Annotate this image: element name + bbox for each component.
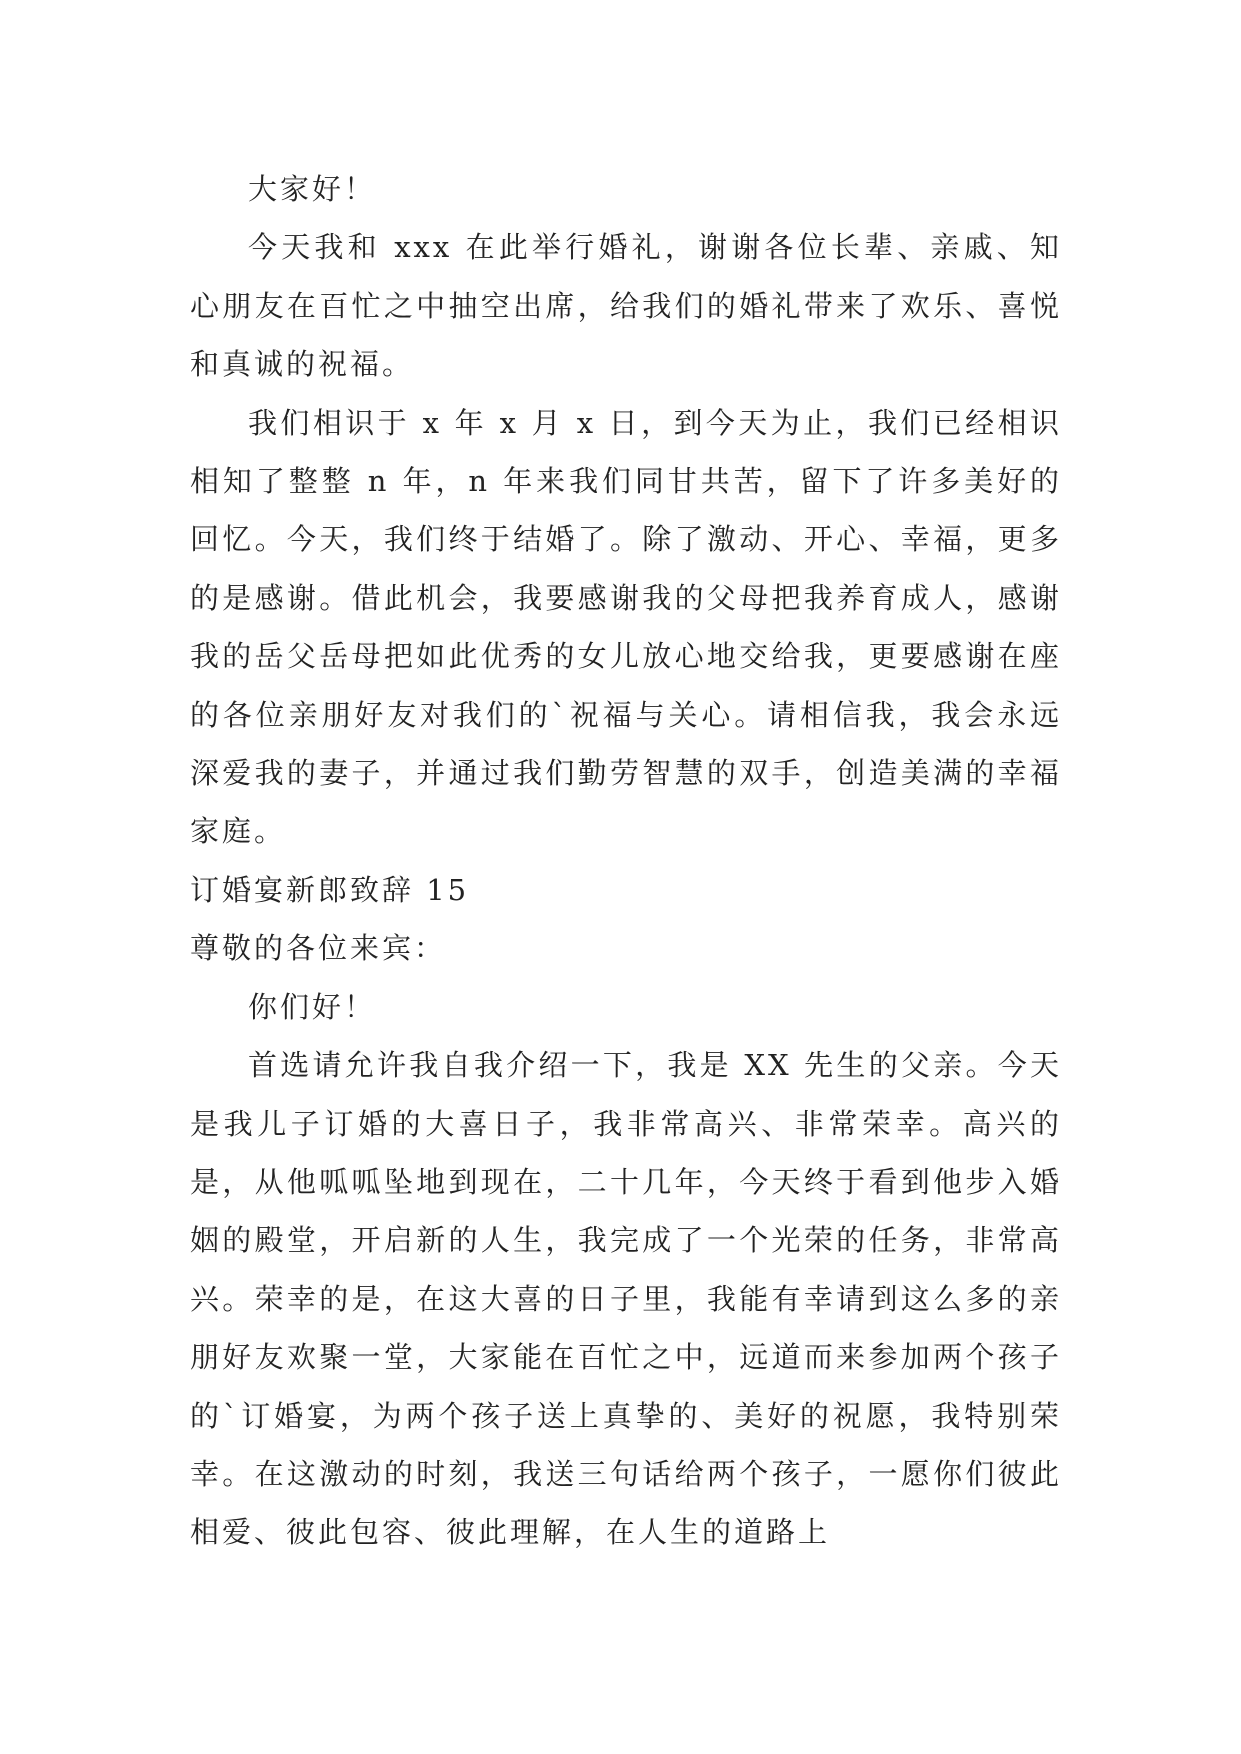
greeting-paragraph: 大家好！ — [248, 172, 377, 206]
thanks-paragraph: 今天我和 xxx 在此举行婚礼，谢谢各位长辈、亲戚、知心朋友在百忙之中抽空出席，给我们的婚礼带来了欢乐、喜悦和真诚的祝福。 — [190, 230, 1062, 382]
salutation: 尊敬的各位来宾： — [190, 931, 447, 966]
section-heading: 订婚宴新郎致辞 15 — [190, 872, 470, 907]
father-speech-paragraph: 首选请允许我自我介绍一下，我是 XX 先生的父亲。今天是我儿子订婚的大喜日子，我非常高兴、非常荣幸。高兴的是，从他呱呱坠地到现在，二十几年，今天终于看到他步入婚姻的殿堂，开启新的人生，我完成了一个光荣的任务，非常高兴。荣幸的是，在这大喜的日子里，我能有幸请到这么多的亲朋好友欢聚一堂，大家能在百忙之中，远道而来参加两个孩子的`订婚宴，为两个孩子送上真挚的、美好的祝愿，我特别荣幸。在这激动的时刻，我送三句话给两个孩子，一愿你们彼此相爱、彼此包容、彼此理解，在人生的道路上 — [190, 1048, 1062, 1550]
story-paragraph: 我们相识于 x 年 x 月 x 日，到今天为止，我们已经相识相知了整整 n 年，n 年来我们同甘共苦，留下了许多美好的回忆。今天，我们终于结婚了。除了激动、开心、幸福，更多的是感谢。借此机会，我要感谢我的父母把我养育成人，感谢我的岳父岳母把如此优秀的女儿放心地交给我，更要感谢在座的各位亲朋好友对我们的`祝福与关心。请相信我，我会永远深爱我的妻子，并通过我们勤劳智慧的双手，创造美满的幸福家庭。 — [190, 405, 1062, 849]
document-body — [190, 160, 1062, 1562]
hello-paragraph: 你们好！ — [248, 989, 377, 1024]
